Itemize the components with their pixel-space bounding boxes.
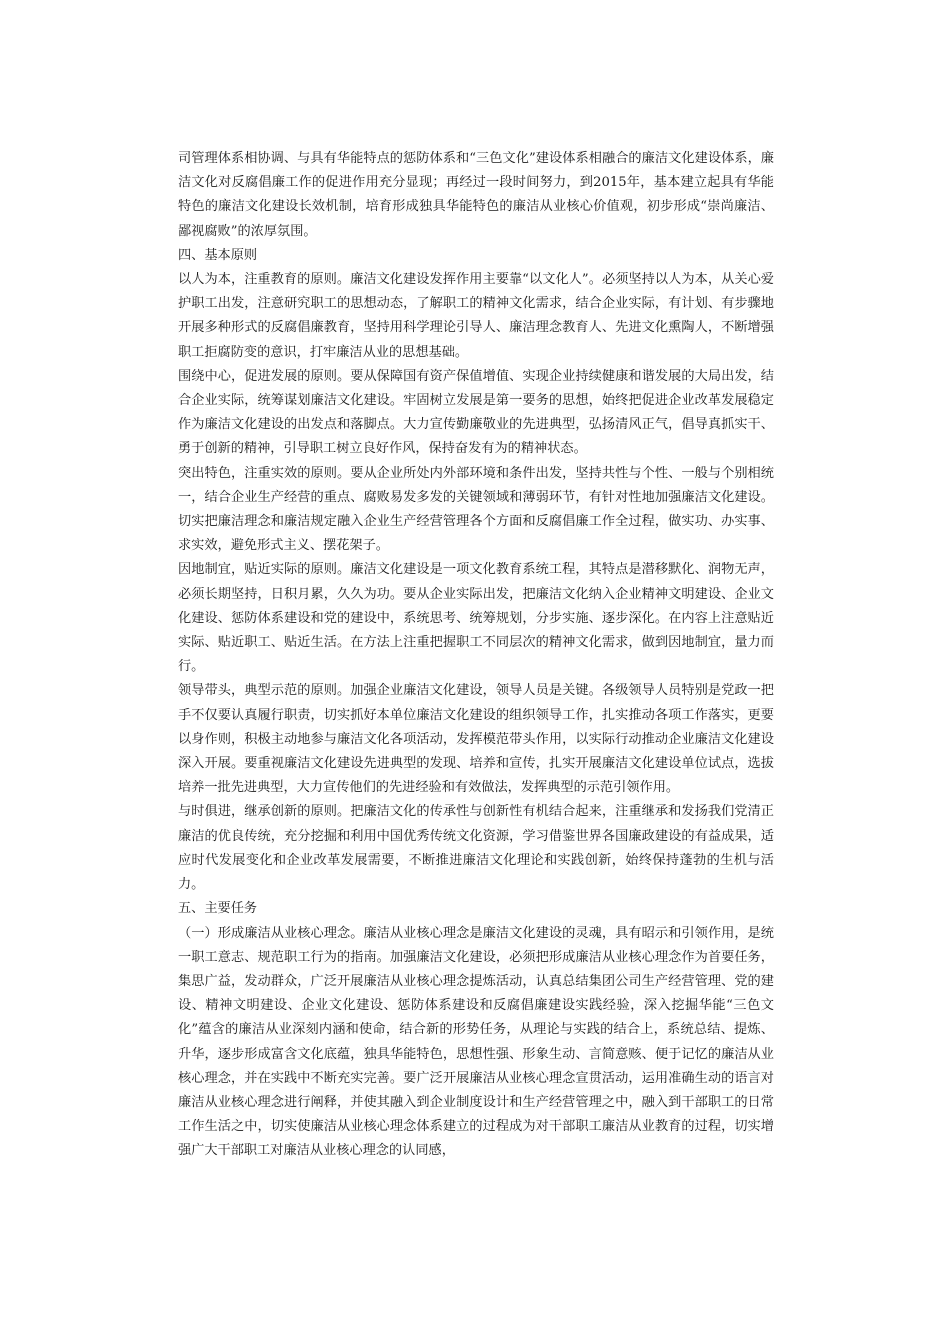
paragraph-principle-local-conditions: 因地制宜，贴近实际的原则。廉洁文化建设是一项文化教育系统工程，其特点是潜移默化、润物无声，必须长期坚持，日积月累，久久为功。要从企业实际出发，把廉洁文化纳入企业精神文明建设、企业文化建设、惩防体系建设和党的建设中，系统思考、统筹规划，分步实施、逐步深化。在内容上注意贴近实际、贴近职工、贴近生活。在方法上注重把握职工不同层次的精神文化需求，做到因地制宜，量力而行。: [178, 562, 774, 675]
section-heading-basic-principles: 四、基本原则: [178, 247, 258, 263]
paragraph-principle-innovation: 与时俱进，继承创新的原则。把廉洁文化的传承性与创新性有机结合起来，注重继承和发扬我们党清正廉洁的优良传统，充分挖掘和利用中国优秀传统文化资源，学习借鉴世界各国廉政建设的有益成果，适应时代发展变化和企业改革发展需要，不断推进廉洁文化理论和实践创新，始终保持蓬勃的生机与活力。: [178, 804, 774, 893]
section-heading-main-tasks: 五、主要任务: [178, 901, 258, 917]
paragraph-principle-leadership: 领导带头，典型示范的原则。加强企业廉洁文化建设，领导人员是关键。各级领导人员特别是党政一把手不仅要认真履行职责，切实抓好本单位廉洁文化建设的组织领导工作，扎实推动各项工作落实，更要以身作则，积极主动地参与廉洁文化各项活动，发挥模范带头作用，以实际行动推动企业廉洁文化建设深入开展。要重视廉洁文化建设先进典型的发现、培养和宣传，扎实开展廉洁文化建设单位试点，选拔培养一批先进典型，大力宣传他们的先进经验和有效做法，发挥典型的示范引领作用。: [178, 683, 774, 796]
document-page: [178, 147, 774, 1164]
paragraph-principle-people-oriented: 以人为本，注重教育的原则。廉洁文化建设发挥作用主要靠“以文化人”。必须坚持以人为本，从关心爱护职工出发，注意研究职工的思想动态，了解职工的精神文化需求，结合企业实际，有计划、有步骤地开展多种形式的反腐倡廉教育，坚持用科学理论引导人、廉洁理念教育人、先进文化熏陶人，不断增强职工拒腐防变的意识，打牢廉洁从业的思想基础。: [178, 272, 774, 360]
paragraph-principle-characteristics: 突出特色，注重实效的原则。要从企业所处内外部环境和条件出发，坚持共性与个性、一般与个别相统一，结合企业生产经营的重点、腐败易发多发的关键领域和薄弱环节，有针对性地加强廉洁文化建设。切实把廉洁理念和廉洁规定融入企业生产经营管理各个方面和反腐倡廉工作全过程，做实功、办实事、求实效，避免形式主义、摆花架子。: [178, 465, 774, 554]
paragraph-goals-continued: 司管理体系相协调、与具有华能特点的惩防体系和“三色文化”建设体系相融合的廉洁文化建设体系，廉洁文化对反腐倡廉工作的促进作用充分显现；再经过一段时间努力，到2015年，基本建立起具有华能特色的廉洁文化建设长效机制，培育形成独具华能特色的廉洁从业核心价值观，初步形成“崇尚廉洁、鄙视腐败”的浓厚氛围。: [178, 151, 774, 239]
paragraph-task-core-concept: （一）形成廉洁从业核心理念。廉洁从业核心理念是廉洁文化建设的灵魂，具有昭示和引领作用，是统一职工意志、规范职工行为的指南。加强廉洁文化建设，必须把形成廉洁从业核心理念作为首要任务，集思广益，发动群众，广泛开展廉洁从业核心理念提炼活动，认真总结集团公司生产经营管理、党的建设、精神文明建设、企业文化建设、惩防体系建设和反腐倡廉建设实践经验，深入挖掘华能“三色文化”蕴含的廉洁从业深刻内涵和使命，结合新的形势任务，从理论与实践的结合上，系统总结、提炼、升华，逐步形成富含文化底蕴，独具华能特色，思想性强、形象生动、言简意赅、便于记忆的廉洁从业核心理念，并在实践中不断充实完善。要广泛开展廉洁从业核心理念宣贯活动，运用准确生动的语言对廉洁从业核心理念进行阐释，并使其融入到企业制度设计和生产经营管理之中，融入到干部职工的日常工作生活之中，切实使廉洁从业核心理念体系建立的过程成为对干部职工廉洁从业教育的过程，切实增强广大干部职工对廉洁从业核心理念的认同感，: [178, 925, 774, 1159]
paragraph-principle-development: 围绕中心，促进发展的原则。要从保障国有资产保值增值、实现企业持续健康和谐发展的大局出发，结合企业实际，统筹谋划廉洁文化建设。牢固树立发展是第一要务的思想，始终把促进企业改革发展稳定作为廉洁文化建设的出发点和落脚点。大力宣传勤廉敬业的先进典型，弘扬清风正气，倡导真抓实干、勇于创新的精神，引导职工树立良好作风，保持奋发有为的精神状态。: [178, 368, 774, 457]
